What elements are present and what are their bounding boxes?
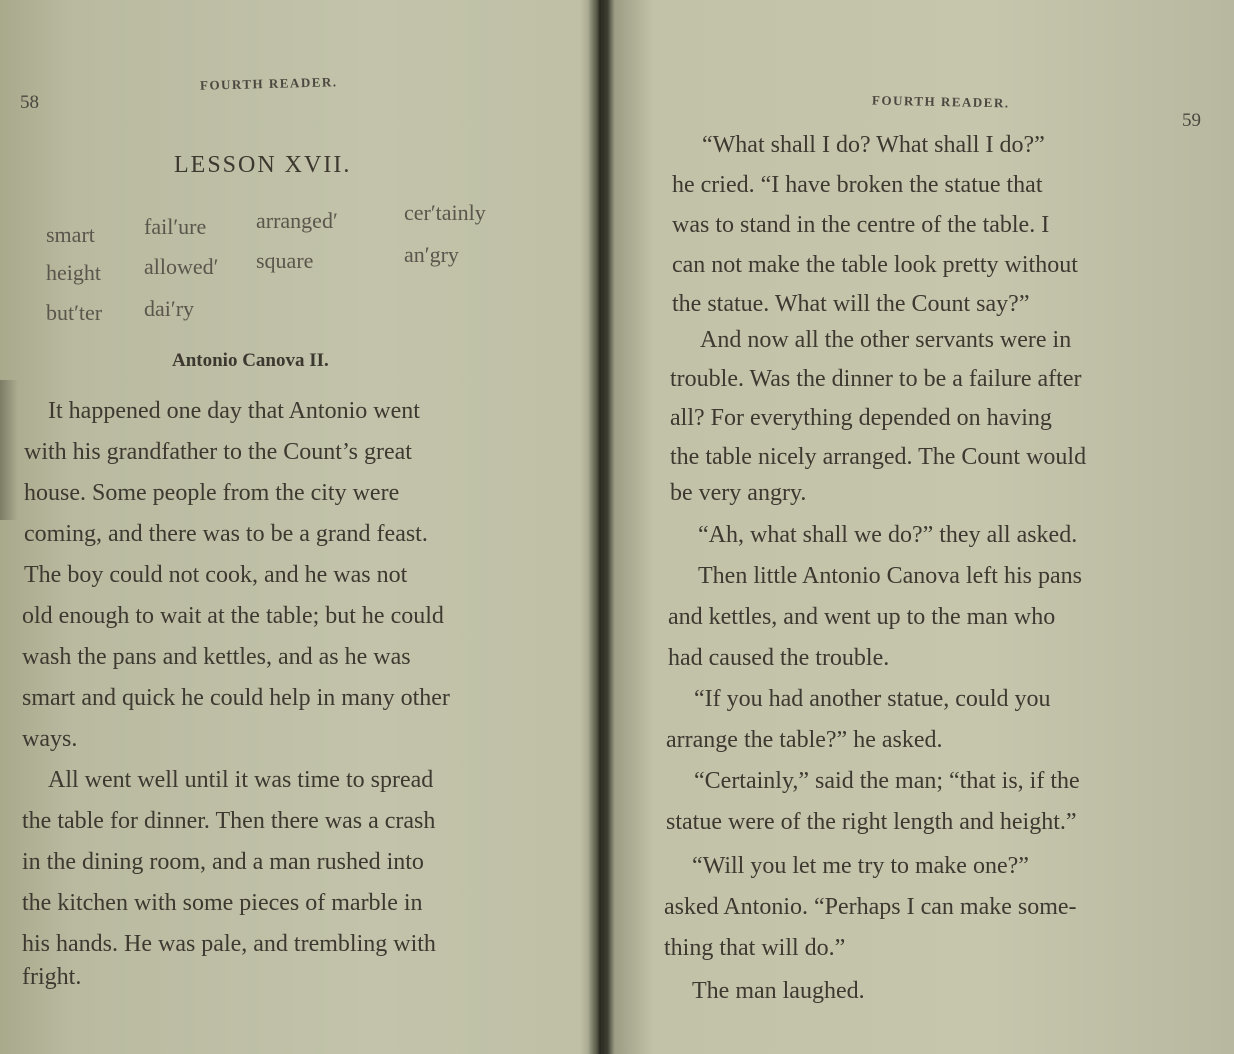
text-line: “Ah, what shall we do?” they all asked.	[698, 522, 1078, 548]
text-line: And now all the other servants were in	[700, 327, 1072, 353]
text-line: “If you had another statue, could you	[694, 686, 1051, 712]
text-line: with his grandfather to the Count’s great	[24, 439, 412, 465]
text-line: and kettles, and went up to the man who	[668, 604, 1056, 630]
text-line: ways.	[22, 726, 78, 752]
text-line: “Certainly,” said the man; “that is, if the	[694, 768, 1080, 794]
text-line: the kitchen with some pieces of marble in	[22, 890, 423, 916]
text-line: Then little Antonio Canova left his pans	[698, 563, 1082, 589]
spelling-word: allowed′	[144, 254, 219, 279]
spelling-word: arranged′	[256, 208, 338, 233]
text-line: smart and quick he could help in many other	[22, 685, 450, 711]
section-subheading: Antonio Canova II.	[172, 350, 329, 371]
text-line: thing that will do.”	[664, 935, 846, 961]
spelling-word: but′ter	[46, 300, 103, 325]
page-edge-shadow	[0, 380, 18, 520]
text-line: his hands. He was pale, and trembling with	[22, 931, 436, 957]
text-line: the table nicely arranged. The Count would	[670, 444, 1087, 470]
text-line: asked Antonio. “Perhaps I can make some-	[664, 894, 1077, 920]
text-line: The boy could not cook, and he was not	[24, 562, 408, 588]
text-line: arrange the table?” he asked.	[666, 727, 943, 753]
right-page	[604, 0, 1234, 1054]
spelling-word: height	[46, 260, 101, 285]
text-line: trouble. Was the dinner to be a failure after	[670, 366, 1082, 392]
text-line: old enough to wait at the table; but he could	[22, 603, 444, 629]
text-line: fright.	[22, 964, 82, 990]
text-line: coming, and there was to be a grand feast.	[24, 521, 428, 547]
spelling-word: fail′ure	[144, 214, 207, 239]
text-line: “Will you let me try to make one?”	[692, 853, 1029, 879]
text-line: was to stand in the centre of the table. I	[672, 212, 1050, 238]
text-line: can not make the table look pretty without	[672, 252, 1078, 278]
text-line: wash the pans and kettles, and as he was	[22, 644, 411, 670]
text-line: in the dining room, and a man rushed into	[22, 849, 424, 875]
text-line: The man laughed.	[692, 978, 865, 1004]
spelling-word: dai′ry	[144, 296, 195, 321]
text-line: he cried. “I have broken the statue that	[672, 172, 1043, 198]
text-line: all? For everything depended on having	[670, 405, 1052, 431]
text-line: All went well until it was time to spread	[48, 767, 434, 793]
text-line: had caused the trouble.	[668, 645, 890, 671]
text-line: statue were of the right length and height.”	[666, 809, 1077, 835]
text-line: be very angry.	[670, 480, 807, 506]
spelling-word: smart	[46, 222, 95, 247]
text-line: “What shall I do? What shall I do?”	[702, 132, 1045, 158]
text-line: It happened one day that Antonio went	[48, 398, 420, 424]
spelling-word: cer′tainly	[404, 200, 486, 225]
lesson-title: LESSON XVII.	[174, 152, 352, 178]
running-head: FOURTH READER.	[199, 74, 338, 93]
spelling-word: square	[256, 248, 314, 273]
page-number: 58	[20, 92, 39, 113]
spelling-word: an′gry	[404, 242, 459, 267]
running-head: FOURTH READER.	[871, 92, 1010, 111]
text-line: house. Some people from the city were	[24, 480, 400, 506]
text-line: the table for dinner. Then there was a crash	[22, 808, 436, 834]
page-number: 59	[1182, 110, 1201, 131]
text-line: the statue. What will the Count say?”	[672, 291, 1030, 317]
left-page	[0, 0, 598, 1054]
